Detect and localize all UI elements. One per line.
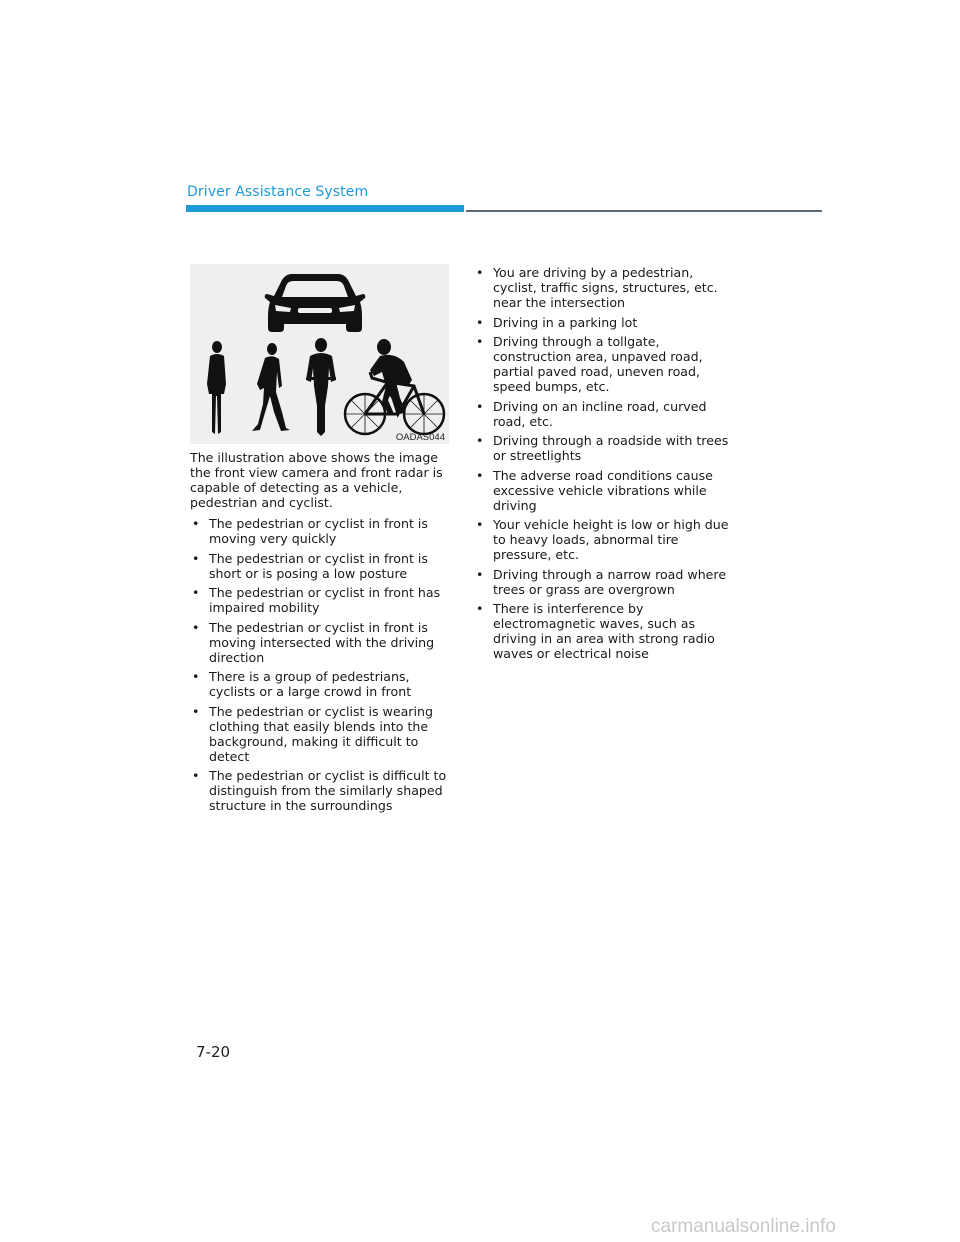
cyclist-front-icon [306,338,336,436]
header-rule-accent [186,205,464,212]
page-number: 7-20 [196,1043,231,1061]
list-item: • The pedestrian or cyclist is difficult to distinguish from the similarly shaped structure in the surroundings [190,768,452,813]
limitations-list-right [474,265,736,661]
pedestrian-walking-icon [252,343,290,431]
list-item: • The pedestrian or cyclist in front has impaired mobility [190,585,452,615]
section-title: Driver Assistance System [187,184,369,200]
watermark-link[interactable]: carmanualsonline.info [651,1216,836,1237]
list-item: • The adverse road conditions cause excessive vehicle vibrations while driving [474,468,736,513]
detection-illustration [190,264,449,444]
list-item: • The pedestrian or cyclist in front is moving very quickly [190,516,452,546]
pedestrian-icon [207,341,226,434]
list-item: • The pedestrian or cyclist in front is short or is posing a low posture [190,551,452,581]
list-item: • You are driving by a pedestrian, cyclist, traffic signs, structures, etc. near the intersection [474,265,736,310]
car-icon [265,274,366,332]
list-item: • Driving in a parking lot [474,315,736,330]
list-item: • Driving on an incline road, curved road, etc. [474,399,736,429]
intro-paragraph: The illustration above shows the image the front view camera and front radar is capable of detecting as a vehicle, pedestrian and cyclist. [190,450,443,510]
figure-code: OADAS044 [395,432,445,443]
header-rule [466,210,822,212]
list-item: • Driving through a narrow road where trees or grass are overgrown [474,567,736,597]
list-item: • Driving through a roadside with trees or streetlights [474,433,736,463]
list-item: • The pedestrian or cyclist is wearing clothing that easily blends into the background, making it difficult to detect [190,704,452,764]
list-item: • The pedestrian or cyclist in front is moving intersected with the driving direction [190,620,452,665]
list-item: • Your vehicle height is low or high due to heavy loads, abnormal tire pressure, etc. [474,517,736,562]
list-item: • There is a group of pedestrians, cyclists or a large crowd in front [190,669,452,699]
left-column [190,450,452,818]
cyclist-side-icon [345,339,444,434]
right-column [474,265,736,666]
list-item: • Driving through a tollgate, construction area, unpaved road, partial paved road, uneven road, speed bumps, etc. [474,334,736,394]
list-item: • There is interference by electromagnetic waves, such as driving in an area with strong radio waves or electrical noise [474,601,736,661]
limitations-list-left [190,516,452,813]
